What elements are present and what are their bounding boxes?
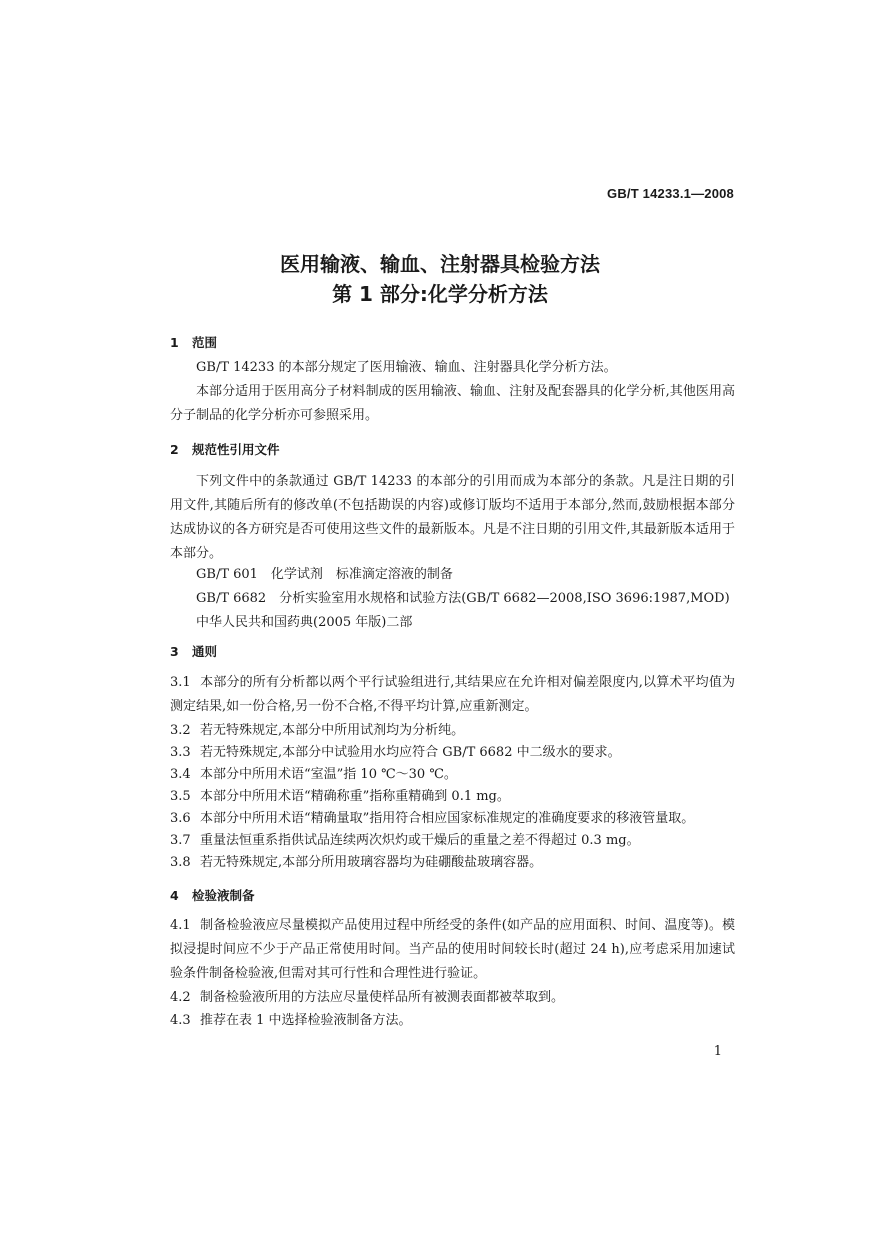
clause-text: 本部分中所用术语“精确称重”指称重精确到 0.1 mg。 bbox=[200, 789, 510, 804]
clause-text: 若无特殊规定,本部分中试验用水均应符合 GB/T 6682 中二级水的要求。 bbox=[200, 745, 621, 760]
clause-3-4 bbox=[170, 763, 740, 787]
clause-number: 4.1 bbox=[170, 918, 191, 933]
clause-4-1 bbox=[170, 914, 735, 986]
clause-3-8 bbox=[170, 851, 740, 875]
section-title: 检验液制备 bbox=[192, 888, 255, 903]
reference-gb-t-601: GB/T 601 化学试剂 标准滴定溶液的制备 bbox=[196, 567, 453, 582]
document-subtitle: 第 1 部分:化学分析方法 bbox=[332, 282, 548, 306]
section-2-heading bbox=[170, 440, 280, 458]
clause-number: 3.8 bbox=[170, 855, 191, 870]
clause-text: 本部分的所有分析都以两个平行试验组进行,其结果应在允许相对偏差限度内,以算术平均值为测定结果,如一份合格,另一份不合格,不得平均计算,应重新测定。 bbox=[170, 675, 735, 714]
clause-text: 本部分中所用术语“室温”指 10 ℃～30 ℃。 bbox=[200, 767, 457, 782]
clause-text: 若无特殊规定,本部分中所用试剂均为分析纯。 bbox=[200, 723, 465, 738]
reference-gb-t-6682: GB/T 6682 分析实验室用水规格和试验方法(GB/T 6682—2008,ISO 3696:1987,MOD) bbox=[196, 591, 730, 606]
clause-4-2 bbox=[170, 986, 740, 1010]
clause-number: 3.4 bbox=[170, 767, 191, 782]
section-title: 范围 bbox=[192, 335, 218, 350]
clause-3-5 bbox=[170, 785, 740, 809]
reference-pharmacopoeia: 中华人民共和国药典(2005 年版)二部 bbox=[196, 615, 413, 630]
section-number: 2 bbox=[170, 442, 179, 457]
section-1-heading bbox=[170, 333, 217, 351]
section-number: 4 bbox=[170, 888, 179, 903]
section-2-paragraph: 下列文件中的条款通过 GB/T 14233 的本部分的引用而成为本部分的条款。凡是注日期的引用文件,其随后所有的修改单(不包括勘误的内容)或修订版均不适用于本部分,然而,鼓励根据本部分达成协议的各方研究是否可使用这些文件的最新版本。凡是不注日期的引用文件,其最新版本适用于本部分。 bbox=[170, 474, 735, 561]
clause-number: 3.7 bbox=[170, 833, 191, 848]
section-1-paragraph-2: 本部分适用于医用高分子材料制成的医用输液、输血、注射及配套器具的化学分析,其他医用高分子制品的化学分析亦可参照采用。 bbox=[170, 384, 735, 423]
clause-text: 重量法恒重系指供试品连续两次炽灼或干燥后的重量之差不得超过 0.3 mg。 bbox=[200, 833, 640, 848]
clause-text: 制备检验液所用的方法应尽量使样品所有被测表面都被萃取到。 bbox=[200, 990, 565, 1005]
document-title: 医用输液、输血、注射器具检验方法 bbox=[280, 252, 600, 276]
clause-number: 4.3 bbox=[170, 1013, 191, 1028]
clause-3-1 bbox=[170, 671, 735, 719]
standard-number: GB/T 14233.1—2008 bbox=[607, 186, 734, 201]
clause-3-6 bbox=[170, 807, 740, 831]
section-3-heading bbox=[170, 642, 217, 660]
section-title: 规范性引用文件 bbox=[192, 442, 280, 457]
section-number: 1 bbox=[170, 335, 179, 350]
clause-number: 3.6 bbox=[170, 811, 191, 826]
page-number: 1 bbox=[713, 1044, 722, 1059]
clause-3-3 bbox=[170, 741, 740, 765]
clause-4-3 bbox=[170, 1009, 740, 1033]
clause-number: 3.1 bbox=[170, 675, 191, 690]
clause-number: 4.2 bbox=[170, 990, 191, 1005]
section-title: 通则 bbox=[192, 644, 218, 659]
clause-text: 本部分中所用术语“精确量取”指用符合相应国家标准规定的准确度要求的移液管量取。 bbox=[200, 811, 695, 826]
section-1-paragraph-1: GB/T 14233 的本部分规定了医用输液、输血、注射器具化学分析方法。 bbox=[196, 360, 617, 375]
clause-3-7 bbox=[170, 829, 740, 853]
clause-3-2 bbox=[170, 719, 740, 743]
clause-number: 3.2 bbox=[170, 723, 191, 738]
section-4-heading bbox=[170, 886, 255, 904]
clause-number: 3.3 bbox=[170, 745, 191, 760]
clause-number: 3.5 bbox=[170, 789, 191, 804]
clause-text: 制备检验液应尽量模拟产品使用过程中所经受的条件(如产品的应用面积、时间、温度等)。模拟浸提时间应不少于产品正常使用时间。当产品的使用时间较长时(超过 24 h),应考虑采用加速试验条件制备检验液,但需对其可行性和合理性进行验证。 bbox=[170, 918, 735, 981]
section-number: 3 bbox=[170, 644, 179, 659]
clause-text: 推荐在表 1 中选择检验液制备方法。 bbox=[200, 1013, 412, 1028]
clause-text: 若无特殊规定,本部分所用玻璃容器均为硅硼酸盐玻璃容器。 bbox=[200, 855, 543, 870]
